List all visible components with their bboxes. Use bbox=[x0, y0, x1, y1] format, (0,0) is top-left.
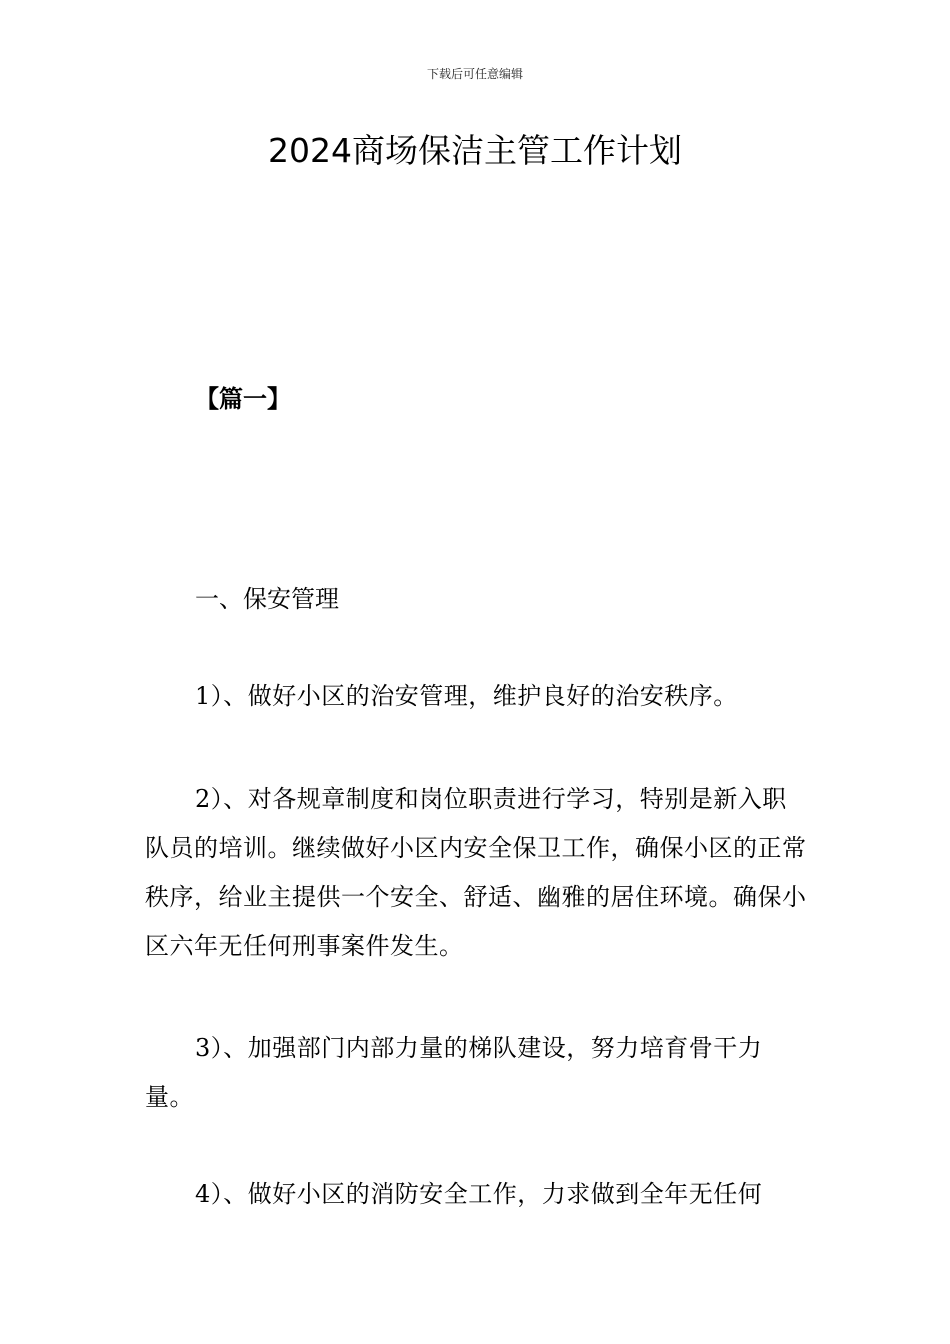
document-title: 2024商场保洁主管工作计划 bbox=[268, 131, 682, 170]
paragraph-2: 2）、对各规章制度和岗位职责进行学习，特别是新入职队员的培训。继续做好小区内安全保卫工作，确保小区的正常秩序，给业主提供一个安全、舒适、幽雅的居住环境。确保小区六年无任何刑事案件发生。 bbox=[145, 785, 807, 960]
paragraph-3: 3）、加强部门内部力量的梯队建设，努力培育骨干力量。 bbox=[145, 1034, 763, 1111]
paragraph-1: 1）、做好小区的治安管理，维护良好的治安秩序。 bbox=[195, 682, 738, 710]
section-heading: 一、保安管理 bbox=[195, 585, 339, 613]
paragraph-4: 4）、做好小区的消防安全工作，力求做到全年无任何 bbox=[195, 1180, 763, 1208]
header-note: 下载后可任意编辑 bbox=[426, 67, 523, 81]
section-label: 【篇一】 bbox=[195, 385, 291, 413]
